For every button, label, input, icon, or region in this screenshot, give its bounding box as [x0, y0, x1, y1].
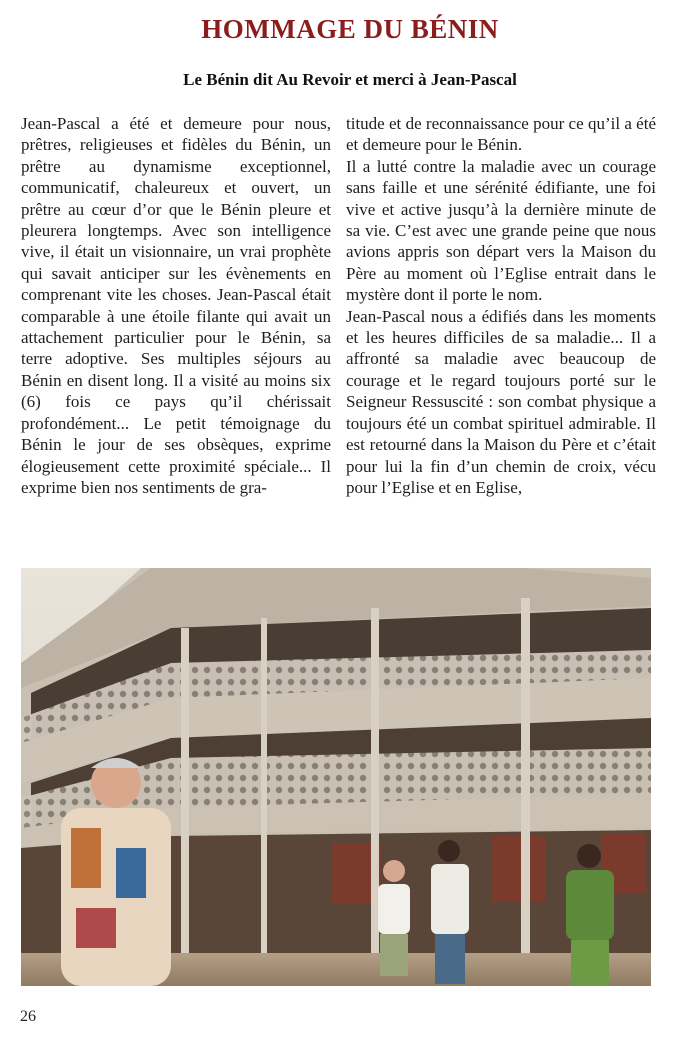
article-column-left [21, 113, 331, 498]
page-title: HOMMAGE DU BÉNIN [201, 14, 499, 44]
article-subtitle: Le Bénin dit Au Revoir et merci à Jean-Pascal [183, 70, 517, 89]
building-photo [21, 568, 651, 986]
article-column-right [346, 113, 656, 498]
paragraph: Il a lutté contre la maladie avec un courage sans faille et une sérénité édifiante, une foi vive et active jusqu’à la dernière minute de sa vie. C’est avec une grande peine que nous avions appris son départ vers la Maison du Père au moment où l’Eglise entrait dans le mystère dont il porte le nom. [346, 156, 656, 305]
page-number: 26 [20, 1008, 36, 1025]
paragraph: Jean-Pascal nous a édifiés dans les moments et les heures difficiles de sa maladie... Il a affronté sa maladie avec beaucoup de courage et le regard toujours porté sur le Seigneur Ressuscité : son combat physique a toujours été un combat spirituel admirable. Il est retourné dans la Maison du Père et c’était pour lui la fin d’un chemin de croix, vécu pour l’Eglise et en Eglise, [346, 306, 656, 497]
paragraph: titude et de reconnaissance pour ce qu’il a été et demeure pour le Bénin. [346, 114, 656, 155]
paragraph: Jean-Pascal a été et demeure pour nous, prêtres, religieuses et fidèles du Bénin, un prêtre au dynamisme exceptionnel, communicatif, chaleureux et ouvert, un prêtre au cœur d’or que le Bénin pleure et pleurera longtemps. Avec son intelligence vive, il était un visionnaire, un vrai prophète qui savait anticiper sur les évènements en comprenant vite les choses. Jean-Pascal était comparable à une étoile filante qui avait un attachement particulier pour le Bénin, sa terre adoptive. Ses multiples séjours au Bénin en disent long. Il a visité au moins six (6) fois ce pays qu’il chérissait profondément... Le petit témoignage du Bénin le jour de ses obsèques, exprime élogieusement cette proximité spéciale... Il exprime bien nos sentiments de gra- [21, 114, 331, 497]
